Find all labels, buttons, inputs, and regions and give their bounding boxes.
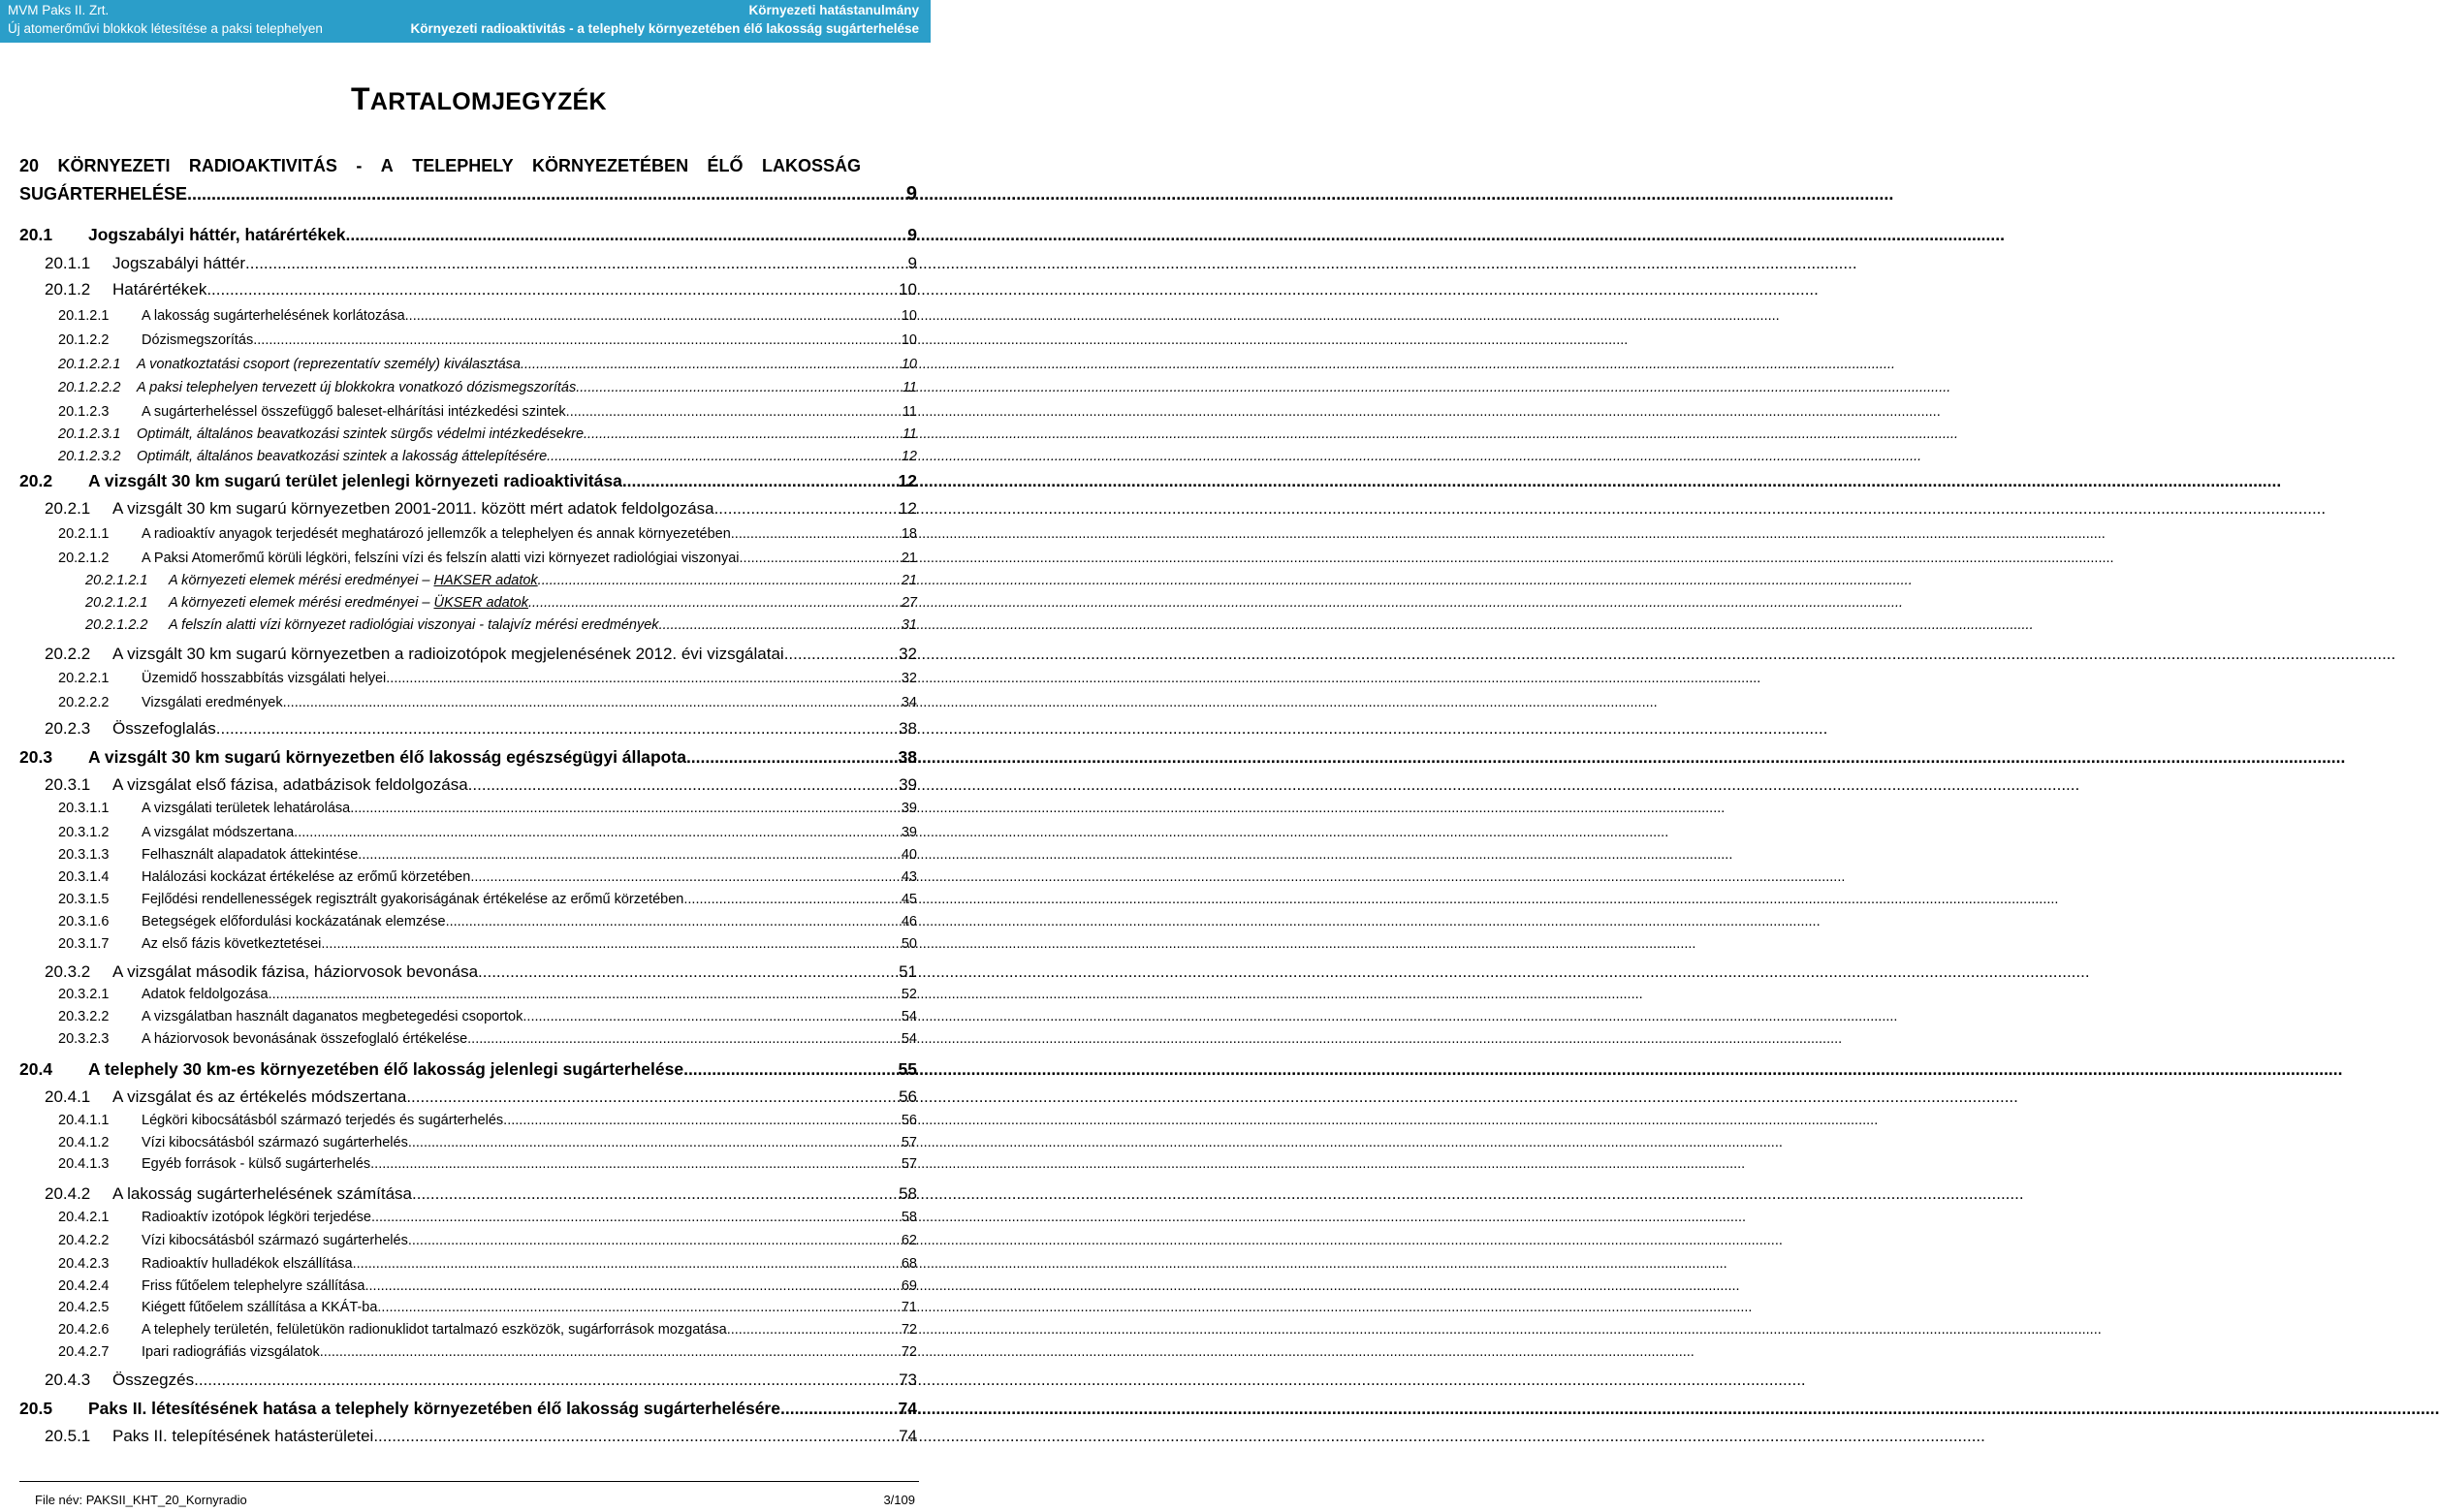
toc-entry[interactable] bbox=[19, 499, 917, 519]
leader-dots bbox=[370, 1156, 902, 1172]
toc-entry[interactable] bbox=[19, 1059, 917, 1080]
toc-entry-number: 20.4.2.5 bbox=[58, 1300, 110, 1315]
toc-entry-title: A háziorvosok bevonásának összefoglaló értékelése bbox=[142, 1031, 468, 1047]
leader-dots bbox=[470, 869, 902, 885]
toc-entry-title: Jogszabályi háttér bbox=[112, 254, 246, 272]
toc-entry-page: 74 bbox=[898, 1399, 917, 1418]
leader-dots bbox=[478, 962, 899, 982]
leader-dots bbox=[659, 617, 902, 633]
toc-entry-title: Határértékek bbox=[112, 280, 207, 299]
leader-dots bbox=[408, 1135, 902, 1150]
leader-dots bbox=[740, 551, 902, 566]
toc-entry-title: Jogszabályi háttér, határértékek bbox=[88, 225, 346, 244]
toc-entry-page: 18 bbox=[901, 526, 917, 542]
toc-entry-title: A környezeti elemek mérési eredményei – ÜKSER adatok bbox=[169, 595, 528, 611]
leader-dots bbox=[528, 595, 902, 611]
leader-dots bbox=[731, 526, 902, 542]
header-chapter: Környezeti radioaktivitás - a telephely környezetében élő lakosság sugárterhelése bbox=[410, 21, 919, 36]
leader-dots bbox=[503, 1113, 902, 1128]
toc-entry-number: 20.4.2.7 bbox=[58, 1344, 110, 1360]
toc-entry-page: 71 bbox=[901, 1300, 917, 1315]
toc-entry[interactable] bbox=[19, 471, 917, 491]
toc-entry-page: 69 bbox=[901, 1278, 917, 1294]
toc-entry-page: 38 bbox=[898, 747, 917, 767]
toc-entry[interactable] bbox=[19, 1278, 917, 1294]
leader-dots bbox=[371, 1210, 902, 1225]
leader-dots bbox=[576, 380, 903, 395]
toc-entry-page: 74 bbox=[899, 1427, 917, 1445]
toc-entry-page: 52 bbox=[901, 987, 917, 1002]
leader-dots bbox=[346, 225, 908, 245]
leader-dots bbox=[521, 357, 902, 372]
toc-entry-page: 10 bbox=[901, 357, 917, 372]
toc-entry[interactable] bbox=[19, 1184, 917, 1204]
toc-entry[interactable] bbox=[19, 1322, 917, 1338]
toc-entry-title: A vizsgálatban használt daganatos megbetegedési csoportok bbox=[142, 1009, 523, 1024]
toc-entry-number: 20.4.2.6 bbox=[58, 1322, 110, 1338]
toc-entry-number: 20.3.2 bbox=[45, 962, 91, 981]
toc-entry-page: 27 bbox=[901, 595, 917, 611]
toc-entry-title: Paks II. létesítésének hatása a telephely környezetében élő lakosság sugárterhelésére bbox=[88, 1399, 780, 1418]
toc-entry-title: A felszín alatti vízi környezet radiológiai viszonyai - talajvíz mérési eredmények bbox=[169, 617, 659, 633]
leader-dots bbox=[320, 1344, 902, 1360]
toc-entry-number: 20.3.1.4 bbox=[58, 869, 110, 885]
toc-entry[interactable] bbox=[19, 1399, 917, 1419]
leader-dots bbox=[269, 987, 902, 1002]
toc-entry-number: 20.3.2.2 bbox=[58, 1009, 110, 1024]
toc-entry[interactable] bbox=[19, 801, 917, 816]
leader-dots bbox=[283, 695, 902, 710]
toc-entry[interactable] bbox=[19, 775, 917, 795]
toc-entry-page: 73 bbox=[899, 1370, 917, 1389]
leader-dots bbox=[683, 1059, 898, 1080]
toc-entry-title: Optimált, általános beavatkozási szintek sürgős védelmi intézkedésekre bbox=[137, 426, 585, 442]
toc-entry-title: Összegzés bbox=[112, 1370, 195, 1389]
chapter-heading-line2[interactable]: SUGÁRTERHELÉSE ..... 9 bbox=[19, 183, 917, 205]
leader-dots bbox=[406, 1087, 899, 1107]
toc-entry-title: A telephely 30 km-es környezetében élő lakosság jelenlegi sugárterhelése bbox=[88, 1059, 684, 1079]
leader-dots bbox=[321, 936, 901, 952]
toc-entry-page: 43 bbox=[901, 869, 917, 885]
toc-entry-title: A telephely területén, felületükön radionuklidot tartalmazó eszközök, sugárforrások mozgatása bbox=[142, 1322, 727, 1338]
toc-entry-page: 57 bbox=[901, 1156, 917, 1172]
toc-entry-page: 12 bbox=[898, 471, 917, 490]
toc-entry-title: A környezeti elemek mérési eredményei – HAKSER adatok bbox=[169, 573, 538, 588]
toc-entry-title: Adatok feldolgozása bbox=[142, 987, 269, 1002]
toc-entry-page: 11 bbox=[902, 380, 917, 395]
toc-entry[interactable] bbox=[19, 551, 917, 566]
toc-entry-number: 20.4.3 bbox=[45, 1370, 91, 1389]
toc-entry-title: Radioaktív hulladékok elszállítása bbox=[142, 1256, 353, 1272]
toc-entry[interactable] bbox=[19, 869, 917, 885]
toc-entry-page: 9 bbox=[907, 254, 917, 272]
toc-entry-title: Ipari radiográfiás vizsgálatok bbox=[142, 1344, 320, 1360]
page-header bbox=[0, 0, 931, 43]
leader-dots bbox=[566, 404, 903, 420]
toc-entry-page: 68 bbox=[901, 1256, 917, 1272]
toc-entry-page: 34 bbox=[901, 695, 917, 710]
toc-entry-number: 20.1.2.2 bbox=[58, 332, 110, 348]
leader-dots bbox=[216, 719, 899, 739]
toc-entry-title: A lakosság sugárterhelésének korlátozása bbox=[142, 308, 405, 324]
toc-entry-page: 21 bbox=[901, 573, 917, 588]
toc-entry-page: 54 bbox=[901, 1009, 917, 1024]
toc-entry-title: A radioaktív anyagok terjedését meghatározó jellemzők a telephelyen és annak környezetében bbox=[142, 526, 731, 542]
toc-entry-number: 20.1.2.3.2 bbox=[58, 449, 121, 464]
toc-entry-number: 20.1 bbox=[19, 225, 53, 244]
toc-entry-page: 39 bbox=[901, 825, 917, 840]
toc-entry-number: 20.3.1.5 bbox=[58, 892, 110, 907]
toc-entry-title: Vizsgálati eredmények bbox=[142, 695, 283, 710]
toc-entry-number: 20.3.1.6 bbox=[58, 914, 110, 929]
toc-entry-title: Betegségek előfordulási kockázatának elemzése bbox=[142, 914, 446, 929]
toc-entry[interactable] bbox=[19, 1031, 917, 1047]
toc-entry-page: 32 bbox=[901, 671, 917, 686]
leader-dots bbox=[784, 645, 899, 664]
header-company: MVM Paks II. Zrt. bbox=[8, 3, 110, 17]
toc-entry-number: 20.4.2.2 bbox=[58, 1233, 110, 1248]
toc-entry-number: 20.2.2.1 bbox=[58, 671, 110, 686]
leader-dots bbox=[187, 184, 906, 205]
leader-dots bbox=[547, 449, 902, 464]
toc-entry-title: Felhasznált alapadatok áttekintése bbox=[142, 847, 359, 863]
toc-entry-title: A vizsgált 30 km sugarú terület jelenlegi környezeti radioaktivitása bbox=[88, 471, 622, 490]
toc-entry-page: 9 bbox=[907, 225, 917, 244]
toc-entry-number: 20.1.2 bbox=[45, 280, 91, 299]
leader-dots bbox=[727, 1322, 902, 1338]
toc-entry-number: 20.2 bbox=[19, 471, 53, 490]
toc-entry[interactable] bbox=[19, 595, 917, 611]
toc-entry-number: 20.3.1 bbox=[45, 775, 91, 794]
toc-entry-page: 10 bbox=[901, 332, 917, 348]
toc-entry-title: A vizsgálati területek lehatárolása bbox=[142, 801, 351, 816]
toc-entry-page: 32 bbox=[899, 645, 917, 663]
toc-entry[interactable] bbox=[19, 962, 917, 982]
leader-dots bbox=[467, 1031, 902, 1047]
toc-entry-number: 20.2.1.2 bbox=[58, 551, 110, 566]
toc-entry-number: 20.2.1.2.1 bbox=[85, 573, 148, 588]
footer-page-number: 3/109 bbox=[883, 1493, 915, 1507]
toc-entry-title: A vizsgálat második fázisa, háziorvosok bevonása bbox=[112, 962, 479, 981]
leader-dots bbox=[405, 308, 902, 324]
toc-entry-number: 20.3.1.2 bbox=[58, 825, 110, 840]
toc-entry-page: 39 bbox=[901, 801, 917, 816]
toc-entry-page: 21 bbox=[901, 551, 917, 566]
toc-entry-title: A vizsgált 30 km sugarú környezetben élő lakosság egészségügyi állapota bbox=[88, 747, 686, 767]
toc-entry-page: 58 bbox=[901, 1210, 917, 1225]
toc-entry[interactable] bbox=[19, 573, 917, 588]
toc-entry-page: 46 bbox=[901, 914, 917, 929]
toc-entry-title: Paks II. telepítésének hatásterületei bbox=[112, 1427, 374, 1445]
toc-entry-page: 56 bbox=[901, 1113, 917, 1128]
leader-dots bbox=[377, 1300, 901, 1315]
leader-dots bbox=[412, 1184, 899, 1204]
leader-dots bbox=[584, 426, 903, 442]
toc-entry-title: Összefoglalás bbox=[112, 719, 216, 738]
leader-dots bbox=[538, 573, 902, 588]
toc-entry-title: A vizsgálat első fázisa, adatbázisok feldolgozása bbox=[112, 775, 468, 794]
leader-dots bbox=[194, 1370, 899, 1390]
toc-entry-number: 20.1.1 bbox=[45, 254, 91, 272]
toc-entry[interactable] bbox=[19, 357, 917, 372]
leader-dots bbox=[253, 332, 902, 348]
toc-entry-page: 58 bbox=[899, 1184, 917, 1203]
toc-entry-number: 20.5.1 bbox=[45, 1427, 91, 1445]
chapter-number: 20 bbox=[19, 156, 40, 175]
toc-entry-title: Üzemidő hosszabbítás vizsgálati helyei bbox=[142, 671, 387, 686]
chapter-heading-line1[interactable]: 20 KÖRNYEZETI RADIOAKTIVITÁS - A TELEPHELY KÖRNYEZETÉBEN ÉLŐ LAKOSSÁG bbox=[19, 156, 861, 175]
toc-entry-page: 72 bbox=[901, 1344, 917, 1360]
toc-entry-page: 39 bbox=[899, 775, 917, 794]
toc-entry[interactable] bbox=[19, 1256, 917, 1272]
toc-entry-number: 20.4.2 bbox=[45, 1184, 91, 1203]
leader-dots bbox=[294, 825, 902, 840]
toc-entry-number: 20.2.1.2.2 bbox=[85, 617, 148, 633]
header-doc-type: Környezeti hatástanulmány bbox=[748, 3, 919, 17]
toc-entry-number: 20.3.1.7 bbox=[58, 936, 110, 952]
toc-entry-title: A lakosság sugárterhelésének számítása bbox=[112, 1184, 413, 1203]
toc-entry[interactable] bbox=[19, 695, 917, 710]
toc-entry-number: 20.1.2.2.1 bbox=[58, 357, 121, 372]
toc-entry-title: Dózismegszorítás bbox=[142, 332, 254, 348]
toc-entry-title: A vizsgált 30 km sugarú környezetben a radioizotópok megjelenésének 2012. évi vizsgálatai bbox=[112, 645, 784, 663]
toc-entry-page: 50 bbox=[901, 936, 917, 952]
toc-entry[interactable] bbox=[19, 1156, 917, 1172]
leader-dots bbox=[622, 471, 899, 491]
toc-entry-number: 20.2.1 bbox=[45, 499, 91, 518]
toc-entry-title: Kiégett fűtőelem szállítása a KKÁT-ba bbox=[142, 1300, 378, 1315]
toc-entry-title: A vonatkoztatási csoport (reprezentatív személy) kiválasztása bbox=[137, 357, 521, 372]
toc-entry-number: 20.4.2.4 bbox=[58, 1278, 110, 1294]
leader-dots bbox=[408, 1233, 902, 1248]
toc-entry-page: 12 bbox=[899, 499, 917, 518]
toc-entry-number: 20.1.2.3.1 bbox=[58, 426, 121, 442]
header-project: Új atomerőművi blokkok létesítése a paksi telephelyen bbox=[8, 21, 323, 36]
leader-dots bbox=[446, 914, 902, 929]
toc-entry-page: 11 bbox=[902, 426, 917, 442]
toc-entry-title: A vizsgálat és az értékelés módszertana bbox=[112, 1087, 407, 1106]
leader-dots bbox=[686, 747, 899, 768]
toc-entry-title: Friss fűtőelem telephelyre szállítása bbox=[142, 1278, 365, 1294]
toc-entry-title: A vizsgálat módszertana bbox=[142, 825, 295, 840]
toc-entry-title: A paksi telephelyen tervezett új blokkokra vonatkozó dózismegszorítás bbox=[137, 380, 577, 395]
toc-entry-title: Egyéb források - külső sugárterhelés bbox=[142, 1156, 371, 1172]
toc-entry[interactable] bbox=[19, 254, 917, 273]
toc-entry[interactable] bbox=[19, 719, 917, 739]
leader-dots bbox=[386, 671, 902, 686]
toc-entry-number: 20.1.2.2.2 bbox=[58, 380, 121, 395]
toc-entry[interactable] bbox=[19, 1009, 917, 1024]
toc-entry-title: Vízi kibocsátásból származó sugárterhelés bbox=[142, 1233, 408, 1248]
toc-entry[interactable] bbox=[19, 1210, 917, 1225]
leader-dots bbox=[206, 280, 899, 299]
toc-entry-title: Radioaktív izotópok légköri terjedése bbox=[142, 1210, 371, 1225]
toc-entry-page: 31 bbox=[901, 617, 917, 633]
leader-dots bbox=[365, 1278, 902, 1294]
toc-entry[interactable] bbox=[19, 671, 917, 686]
toc-entry[interactable] bbox=[19, 332, 917, 348]
toc-entry[interactable] bbox=[19, 914, 917, 929]
toc-entry[interactable] bbox=[19, 1300, 917, 1315]
toc-entry-number: 20.2.2 bbox=[45, 645, 91, 663]
toc-entry[interactable] bbox=[19, 747, 917, 768]
leader-dots bbox=[780, 1399, 899, 1419]
toc-entry-page: 10 bbox=[901, 308, 917, 324]
leader-dots bbox=[373, 1427, 899, 1446]
toc-entry[interactable] bbox=[19, 892, 917, 907]
toc-entry-title: Halálozási kockázat értékelése az erőmű körzetében bbox=[142, 869, 471, 885]
toc-entry-page: 51 bbox=[899, 962, 917, 981]
toc-entry-title: Fejlődési rendellenességek regisztrált gyakoriságának értékelése az erőmű körzetében bbox=[142, 892, 684, 907]
toc-entry-title: A Paksi Atomerőmű körüli légköri, felszíni vízi és felszín alatti vizi környezet radiológiai viszonyai bbox=[142, 551, 740, 566]
toc-entry[interactable] bbox=[19, 617, 917, 633]
toc-entry[interactable] bbox=[19, 225, 917, 245]
toc-entry-title: A vizsgált 30 km sugarú környezetben 2001-2011. között mért adatok feldolgozása bbox=[112, 499, 714, 518]
toc-entry-number: 20.2.3 bbox=[45, 719, 91, 738]
toc-entry[interactable] bbox=[19, 645, 917, 664]
toc-entry[interactable] bbox=[19, 1344, 917, 1360]
toc-entry-title: Optimált, általános beavatkozási szintek a lakosság áttelepítésére bbox=[137, 449, 548, 464]
toc-entry-number: 20.1.2.1 bbox=[58, 308, 110, 324]
toc-entry-title: Vízi kibocsátásból származó sugárterhelés bbox=[142, 1135, 408, 1150]
toc-entry[interactable] bbox=[19, 1113, 917, 1128]
toc-entry-number: 20.4.1.3 bbox=[58, 1156, 110, 1172]
leader-dots bbox=[683, 892, 901, 907]
toc-entry-number: 20.3.2.3 bbox=[58, 1031, 110, 1047]
toc-entry-number: 20.3.1.3 bbox=[58, 847, 110, 863]
toc-entry[interactable] bbox=[19, 1087, 917, 1107]
toc-entry-number: 20.4.2.3 bbox=[58, 1256, 110, 1272]
page-number: 9 bbox=[905, 183, 917, 205]
toc-entry-title: A sugárterheléssel összefüggő baleset-elhárítási intézkedési szintek bbox=[142, 404, 566, 420]
toc-entry[interactable] bbox=[19, 404, 917, 420]
toc-entry-number: 20.4.1.2 bbox=[58, 1135, 110, 1150]
leader-dots bbox=[523, 1009, 901, 1024]
toc-entry[interactable] bbox=[19, 380, 917, 395]
toc-entry[interactable] bbox=[19, 825, 917, 840]
toc-entry[interactable] bbox=[19, 426, 917, 442]
toc-entry-title: Légköri kibocsátásból származó terjedés és sugárterhelés bbox=[142, 1113, 504, 1128]
toc-entry-page: 56 bbox=[899, 1087, 917, 1106]
toc-entry[interactable] bbox=[19, 449, 917, 464]
footer-divider bbox=[19, 1481, 919, 1482]
toc-entry-page: 12 bbox=[901, 449, 917, 464]
leader-dots bbox=[468, 775, 899, 795]
toc-entry[interactable] bbox=[19, 936, 917, 952]
toc-entry-page: 11 bbox=[902, 404, 917, 420]
leader-dots bbox=[714, 499, 900, 519]
toc-entry[interactable] bbox=[19, 1233, 917, 1248]
leader-dots bbox=[353, 1256, 902, 1272]
toc-entry[interactable] bbox=[19, 1427, 917, 1446]
toc-entry-page: 54 bbox=[901, 1031, 917, 1047]
toc-entry-page: 72 bbox=[901, 1322, 917, 1338]
toc-entry-page: 40 bbox=[901, 847, 917, 863]
footer-filename: File név: PAKSII_KHT_20_Kornyradio bbox=[35, 1493, 247, 1507]
toc-entry-number: 20.1.2.3 bbox=[58, 404, 110, 420]
toc-entry-number: 20.4.1.1 bbox=[58, 1113, 110, 1128]
toc-entry-number: 20.2.2.2 bbox=[58, 695, 110, 710]
toc-entry-page: 55 bbox=[898, 1059, 917, 1079]
toc-entry[interactable] bbox=[19, 847, 917, 863]
toc-entry[interactable] bbox=[19, 526, 917, 542]
leader-dots bbox=[358, 847, 902, 863]
toc-entry[interactable] bbox=[19, 280, 917, 299]
toc-entry-page: 45 bbox=[901, 892, 917, 907]
toc-entry[interactable] bbox=[19, 1135, 917, 1150]
toc-entry[interactable] bbox=[19, 987, 917, 1002]
toc-entry-number: 20.2.1.1 bbox=[58, 526, 110, 542]
toc-entry-title: Az első fázis következtetései bbox=[142, 936, 322, 952]
toc-entry-number: 20.4.1 bbox=[45, 1087, 91, 1106]
toc-entry[interactable] bbox=[19, 308, 917, 324]
toc-entry-page: 10 bbox=[899, 280, 917, 299]
toc-entry-number: 20.5 bbox=[19, 1399, 53, 1418]
toc-entry-page: 38 bbox=[899, 719, 917, 738]
toc-entry-number: 20.4 bbox=[19, 1059, 53, 1079]
toc-entry-page: 57 bbox=[901, 1135, 917, 1150]
page-title: TARTALOMJEGYZÉK bbox=[351, 81, 607, 116]
toc-entry-number: 20.3.1.1 bbox=[58, 801, 110, 816]
leader-dots bbox=[350, 801, 902, 816]
toc-entry-number: 20.4.2.1 bbox=[58, 1210, 110, 1225]
toc-entry-number: 20.3 bbox=[19, 747, 53, 767]
toc-entry[interactable] bbox=[19, 1370, 917, 1390]
leader-dots bbox=[245, 254, 908, 273]
toc-entry-number: 20.2.1.2.1 bbox=[85, 595, 148, 611]
toc-entry-number: 20.3.2.1 bbox=[58, 987, 110, 1002]
toc-entry-page: 62 bbox=[901, 1233, 917, 1248]
